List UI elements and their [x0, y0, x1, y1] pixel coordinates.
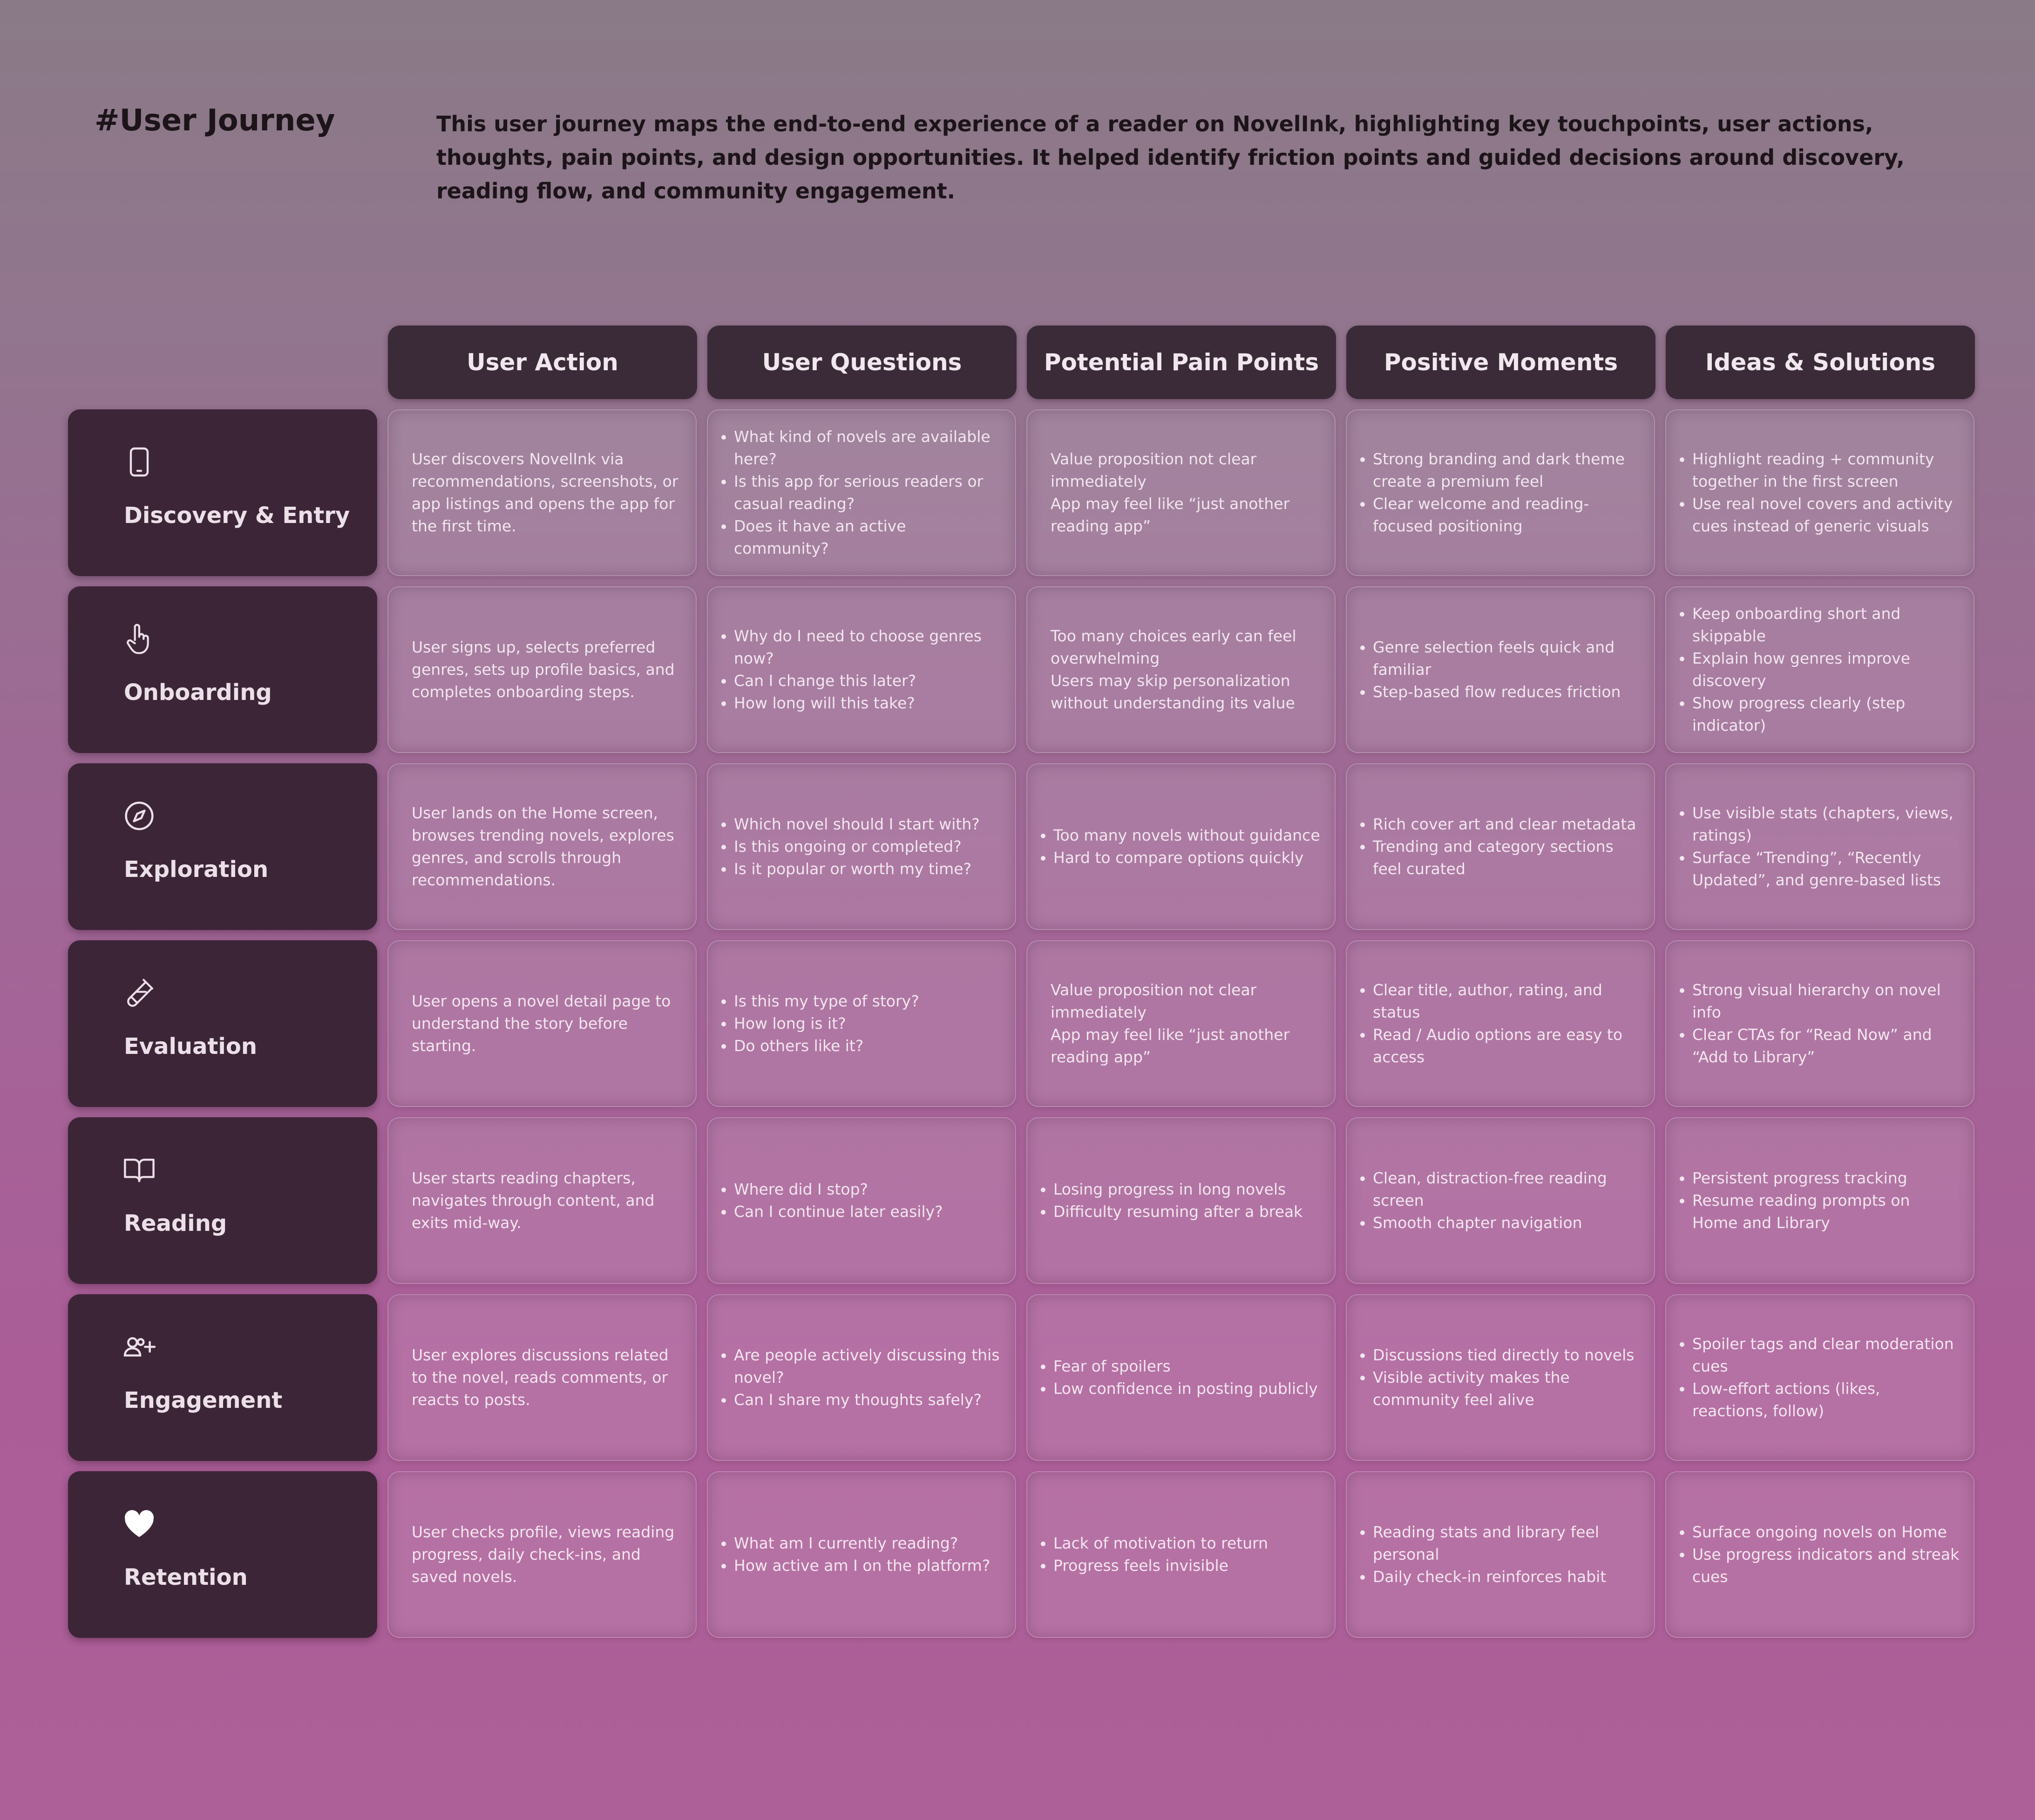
list-item: • Highlight reading + community together in the first screen [1692, 448, 1960, 493]
list-item: • Step-based flow reduces friction [1373, 681, 1640, 703]
user-action-cell [387, 763, 697, 930]
pain-points-cell [1026, 586, 1336, 753]
user-action-text: User signs up, selects preferred genres, sets up profile basics, and completes onboarding steps. [412, 638, 675, 701]
positive-moments-list [1357, 1167, 1640, 1234]
list-item: • Can I share my thoughts safely? [734, 1389, 1001, 1411]
pain-point-line: Value proposition not clear immediately [1051, 981, 1257, 1021]
list-item: • What am I currently reading? [734, 1532, 990, 1555]
list-item: • Discussions tied directly to novels [1373, 1344, 1640, 1366]
pain-point-line: Too many choices early can feel overwhelming [1051, 627, 1296, 667]
list-item: • How long will this take? [734, 692, 1001, 714]
positive-moments-cell [1346, 409, 1655, 576]
pain-points-text [1051, 448, 1321, 537]
user-action-cell [387, 1294, 697, 1461]
ideas-solutions-list [1676, 448, 1960, 537]
positive-moments-cell [1346, 1471, 1655, 1638]
pain-points-list [1038, 1355, 1318, 1400]
list-item: • Smooth chapter navigation [1373, 1212, 1640, 1234]
list-item: • Low-effort actions (likes, reactions, follow) [1692, 1378, 1960, 1422]
ideas-solutions-cell [1665, 1117, 1974, 1284]
list-item: • Is this app for serious readers or casual reading? [734, 470, 1001, 515]
list-item: • Clear welcome and reading-focused positioning [1373, 493, 1640, 537]
list-item: • Surface ongoing novels on Home [1692, 1521, 1960, 1543]
pain-point-line: App may feel like “just another reading app” [1051, 495, 1290, 535]
user-action-text: User opens a novel detail page to understand the story before starting. [412, 992, 671, 1055]
list-item: • Is it popular or worth my time? [734, 858, 980, 880]
ideas-solutions-cell [1665, 1471, 1974, 1638]
user-action-text: User explores discussions related to the novel, reads comments, or reacts to posts. [412, 1346, 669, 1409]
list-item: • Do others like it? [734, 1035, 919, 1057]
positive-moments-cell [1346, 586, 1655, 753]
list-item: • Why do I need to choose genres now? [734, 625, 1001, 670]
column-header-ideas-solutions: Ideas & Solutions [1666, 326, 1975, 399]
pain-points-cell [1026, 1117, 1336, 1284]
list-item: • What kind of novels are available here? [734, 426, 1001, 470]
pain-points-text [1051, 625, 1321, 714]
pain-points-cell [1026, 409, 1336, 576]
positive-moments-cell [1346, 940, 1655, 1107]
stage-label: Reading [124, 1210, 227, 1236]
positive-moments-list [1357, 448, 1640, 537]
positive-moments-list [1357, 636, 1640, 703]
list-item: • Spoiler tags and clear moderation cues [1692, 1333, 1960, 1378]
user-action-cell [387, 940, 697, 1107]
user-add-icon [123, 1331, 156, 1363]
column-header-pain-points: Potential Pain Points [1027, 326, 1336, 399]
stage-label: Engagement [124, 1387, 283, 1413]
user-questions-list [718, 1178, 943, 1223]
user-questions-cell [707, 1117, 1016, 1284]
positive-moments-cell [1346, 1117, 1655, 1284]
pain-point-line: Users may skip personalization without understanding its value [1051, 672, 1295, 712]
ideas-solutions-list [1676, 1333, 1960, 1422]
list-item: • Trending and category sections feel curated [1373, 835, 1640, 880]
positive-moments-list [1357, 813, 1640, 880]
positive-moments-list [1357, 979, 1640, 1068]
list-item: • Read / Audio options are easy to access [1373, 1024, 1640, 1068]
list-item: • Keep onboarding short and skippable [1692, 603, 1960, 647]
ideas-solutions-cell [1665, 763, 1974, 930]
list-item: • Progress feels invisible [1053, 1555, 1268, 1577]
user-questions-list [718, 990, 919, 1057]
stage-reading [68, 1117, 377, 1284]
user-questions-cell [707, 763, 1016, 930]
pain-points-list [1038, 824, 1320, 869]
list-item: • Where did I stop? [734, 1178, 943, 1201]
user-questions-list [718, 426, 1001, 560]
pain-points-text [1051, 979, 1321, 1068]
user-questions-list [718, 625, 1001, 714]
positive-moments-cell [1346, 763, 1655, 930]
ideas-solutions-cell [1665, 409, 1974, 576]
stage-discovery-entry [68, 409, 377, 576]
stage-evaluation [68, 940, 377, 1107]
list-item: • Low confidence in posting publicly [1053, 1378, 1318, 1400]
user-action-cell [387, 586, 697, 753]
user-action-text: User starts reading chapters, navigates through content, and exits mid-way. [412, 1169, 655, 1232]
user-questions-cell [707, 1471, 1016, 1638]
ideas-solutions-cell [1665, 586, 1974, 753]
stage-label: Retention [124, 1564, 248, 1590]
list-item: • Clear CTAs for “Read Now” and “Add to Library” [1692, 1024, 1960, 1068]
stage-onboarding [68, 586, 377, 753]
intro-paragraph: This user journey maps the end-to-end experience of a reader on NovelInk, highlighting key touchpoints, user actions, thoughts, pain points, and design opportunities. It helped identify friction points and guided decisions around discovery, reading flow, and community engagement. [436, 111, 1905, 204]
ideas-solutions-list [1676, 979, 1960, 1068]
list-item: • Resume reading prompts on Home and Library [1692, 1189, 1960, 1234]
user-questions-list [718, 1344, 1001, 1411]
list-item: • Is this ongoing or completed? [734, 835, 980, 858]
list-item: • Genre selection feels quick and familiar [1373, 636, 1640, 681]
list-item: • Use visible stats (chapters, views, ratings) [1692, 802, 1960, 847]
ideas-solutions-list [1676, 603, 1960, 737]
list-item: • Use real novel covers and activity cues instead of generic visuals [1692, 493, 1960, 537]
user-questions-cell [707, 1294, 1016, 1461]
list-item: • Fear of spoilers [1053, 1355, 1318, 1378]
ideas-solutions-list [1676, 1521, 1960, 1588]
user-questions-cell [707, 586, 1016, 753]
list-item: • Use progress indicators and streak cues [1692, 1543, 1960, 1588]
list-item: • Rich cover art and clear metadata [1373, 813, 1640, 835]
positive-moments-cell [1346, 1294, 1655, 1461]
pain-points-list [1038, 1178, 1302, 1223]
user-questions-list [718, 813, 980, 880]
compass-icon [123, 800, 156, 832]
test-tube-icon [123, 977, 156, 1009]
pain-point-line: App may feel like “just another reading app” [1051, 1025, 1290, 1066]
list-item: • Are people actively discussing this novel? [734, 1344, 1001, 1389]
list-item: • Can I continue later easily? [734, 1201, 943, 1223]
stage-retention [68, 1471, 377, 1638]
list-item: • Does it have an active community? [734, 515, 1001, 560]
list-item: • Clear title, author, rating, and status [1373, 979, 1640, 1024]
list-item: • Strong branding and dark theme create a premium feel [1373, 448, 1640, 493]
user-questions-list [718, 1532, 990, 1577]
page-title: #User Journey [95, 103, 335, 138]
user-action-cell [387, 409, 697, 576]
pain-points-cell [1026, 940, 1336, 1107]
column-headers [388, 326, 1975, 399]
user-questions-cell [707, 409, 1016, 576]
user-action-cell [387, 1117, 697, 1284]
list-item: • Reading stats and library feel personal [1373, 1521, 1640, 1566]
list-item: • Daily check-in reinforces habit [1373, 1566, 1640, 1588]
user-action-text: User discovers NovelInk via recommendations, screenshots, or app listings and opens the app for the first time. [412, 450, 678, 535]
stage-label: Onboarding [124, 679, 272, 706]
list-item: • Clean, distraction-free reading screen [1373, 1167, 1640, 1212]
list-item: • Strong visual hierarchy on novel info [1692, 979, 1960, 1024]
list-item: • Visible activity makes the community feel alive [1373, 1366, 1640, 1411]
pain-points-list [1038, 1532, 1268, 1577]
list-item: • Which novel should I start with? [734, 813, 980, 835]
list-item: • Explain how genres improve discovery [1692, 647, 1960, 692]
list-item: • Show progress clearly (step indicator) [1692, 692, 1960, 737]
list-item: • Difficulty resuming after a break [1053, 1201, 1302, 1223]
pain-points-cell [1026, 1471, 1336, 1638]
list-item: • Losing progress in long novels [1053, 1178, 1302, 1201]
column-header-user-questions: User Questions [707, 326, 1017, 399]
stage-label: Exploration [124, 856, 269, 883]
list-item: • How long is it? [734, 1012, 919, 1035]
pain-points-cell [1026, 763, 1336, 930]
stage-exploration [68, 763, 377, 930]
positive-moments-list [1357, 1521, 1640, 1588]
list-item: • Can I change this later? [734, 670, 1001, 692]
list-item: • Lack of motivation to return [1053, 1532, 1268, 1555]
user-action-text: User lands on the Home screen, browses trending novels, explores genres, and scrolls through recommendations. [412, 804, 674, 889]
ideas-solutions-cell [1665, 1294, 1974, 1461]
list-item: • Too many novels without guidance [1053, 824, 1320, 847]
list-item: • Hard to compare options quickly [1053, 847, 1320, 869]
stage-engagement [68, 1294, 377, 1461]
user-action-text: User checks profile, views reading progress, daily check-ins, and saved novels. [412, 1523, 675, 1586]
column-header-user-action: User Action [388, 326, 697, 399]
ideas-solutions-list [1676, 1167, 1960, 1234]
stage-label: Evaluation [124, 1033, 258, 1059]
heart-icon [123, 1508, 156, 1540]
open-book-icon [123, 1154, 156, 1186]
list-item: • Surface “Trending”, “Recently Updated”, and genre-based lists [1692, 847, 1960, 891]
pain-points-cell [1026, 1294, 1336, 1461]
positive-moments-list [1357, 1344, 1640, 1411]
list-item: • Persistent progress tracking [1692, 1167, 1960, 1189]
list-item: • Is this my type of story? [734, 990, 919, 1012]
ideas-solutions-list [1676, 802, 1960, 891]
journey-grid [68, 409, 1974, 1638]
ideas-solutions-cell [1665, 940, 1974, 1107]
column-header-positive-moments: Positive Moments [1346, 326, 1655, 399]
stage-label: Discovery & Entry [124, 503, 350, 529]
pain-point-line: Value proposition not clear immediately [1051, 450, 1257, 490]
user-action-cell [387, 1471, 697, 1638]
pointer-hand-icon [123, 623, 156, 655]
list-item: • How active am I on the platform? [734, 1555, 990, 1577]
user-questions-cell [707, 940, 1016, 1107]
smartphone-icon [123, 446, 156, 478]
